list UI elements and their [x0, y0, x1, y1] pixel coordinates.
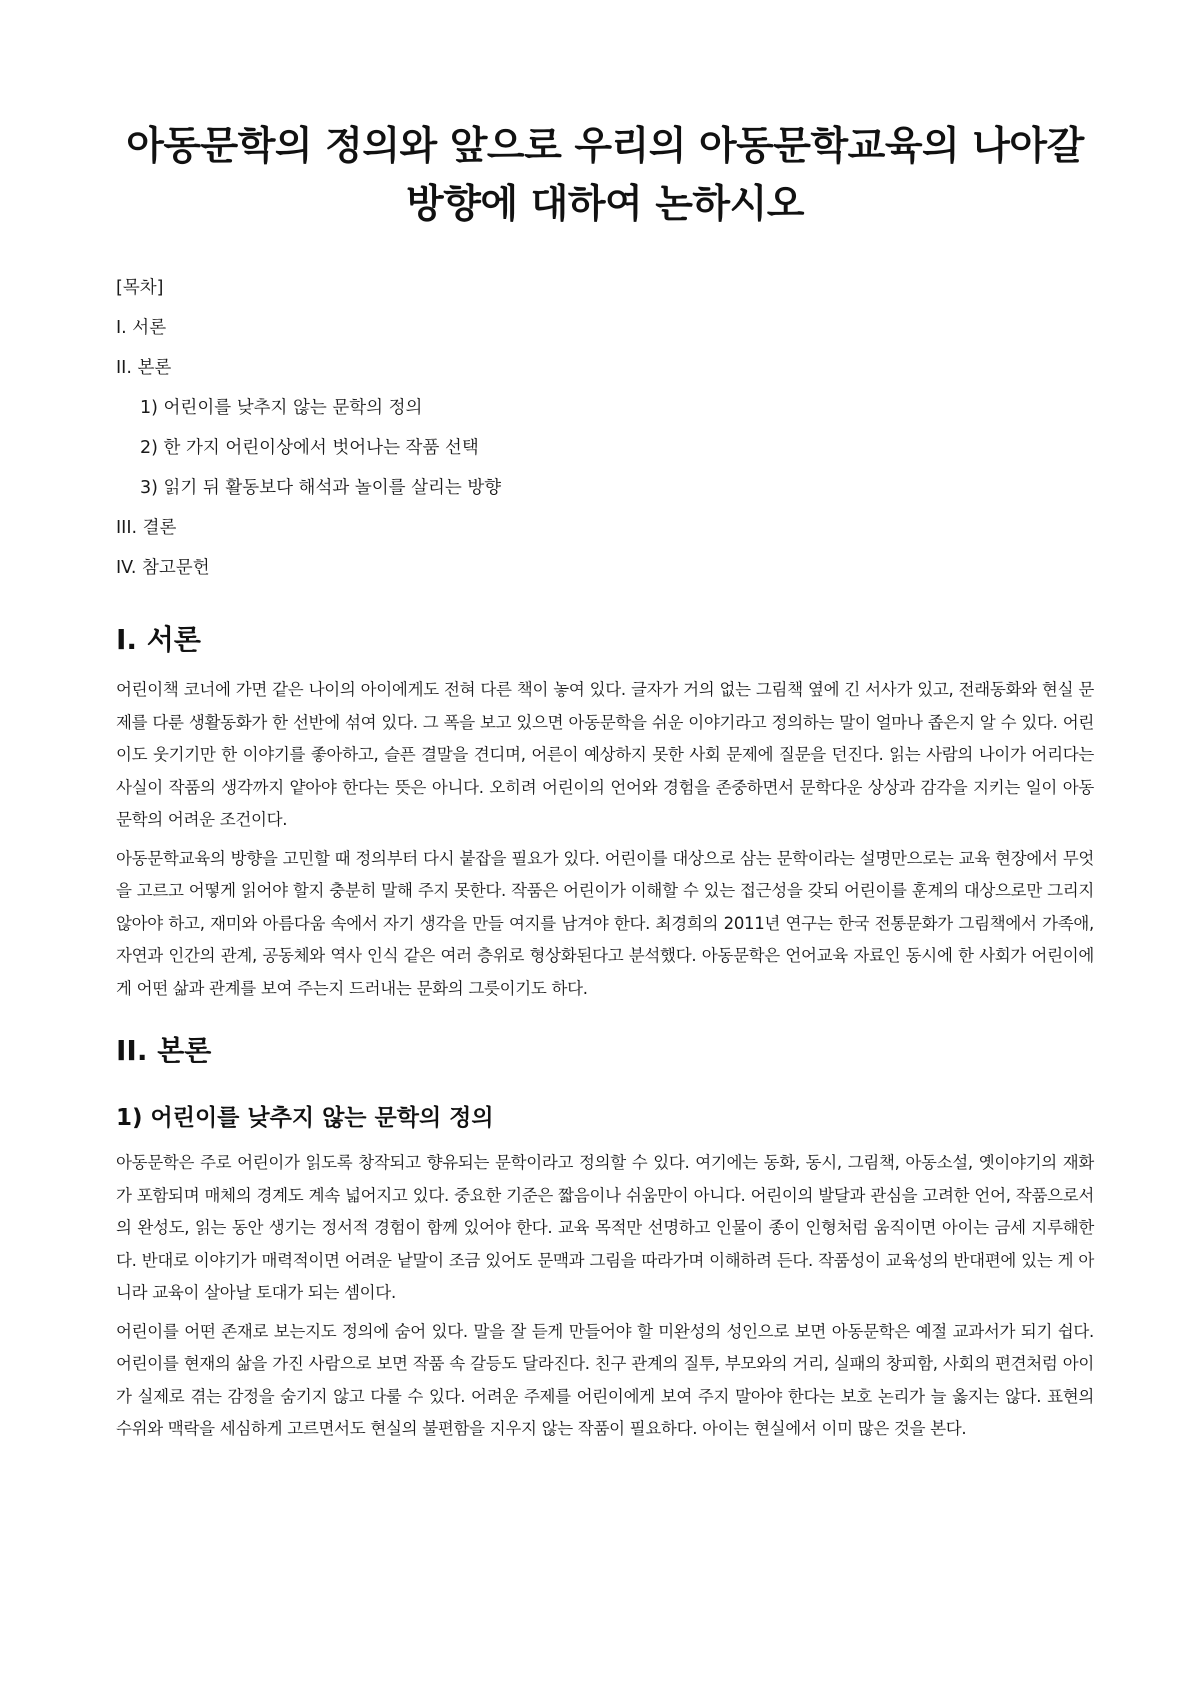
section-introduction: [116, 620, 1094, 1005]
document-title: 아동문학의 정의와 앞으로 우리의 아동문학교육의 나아갈 방향에 대하여 논하시오: [126, 124, 1084, 227]
section-body: [116, 1031, 1094, 1446]
table-of-contents: [116, 276, 1094, 580]
intro-paragraph-1: 어린이책 코너에 가면 같은 나이의 아이에게도 전혀 다른 책이 놓여 있다. 글자가 거의 없는 그림책 옆에 긴 서사가 있고, 전래동화와 현실 문제를 다룬 생활동화가 한 선반에 섞여 있다. 그 폭을 보고 있으면 아동문학을 쉬운 이야기라고 정의하는 말이 얼마나 좁은지 알 수 있다. 어린이도 웃기기만 한 이야기를 좋아하고, 슬픈 결말을 견디며, 어른이 예상하지 못한 사회 문제에 질문을 던진다. 읽는 사람의 나이가 어리다는 사실이 작품의 생각까지 얕아야 한다는 뜻은 아니다. 오히려 어린이의 언어와 경험을 존중하면서 문학다운 상상과 감각을 지키는 일이 아동문학의 어려운 조건이다.: [116, 680, 1094, 829]
section-heading-introduction: I. 서론: [116, 623, 201, 656]
body-paragraph-1: 아동문학은 주로 어린이가 읽도록 창작되고 향유되는 문학이라고 정의할 수 있다. 여기에는 동화, 동시, 그림책, 아동소설, 옛이야기의 재화가 포함되며 매체의 경계도 계속 넓어지고 있다. 중요한 기준은 짧음이나 쉬움만이 아니다. 어린이의 발달과 관심을 고려한 언어, 작품으로서의 완성도, 읽는 동안 생기는 정서적 경험이 함께 있어야 한다. 교육 목적만 선명하고 인물이 종이 인형처럼 움직이면 아이는 금세 지루해한다. 반대로 이야기가 매력적이면 어려운 낱말이 조금 있어도 문맥과 그림을 따라가며 이해하려 든다. 작품성이 교육성의 반대편에 있는 게 아니라 교육이 살아날 토대가 되는 셈이다.: [116, 1153, 1094, 1302]
section-heading-body: II. 본론: [116, 1034, 212, 1067]
intro-paragraph-2: 아동문학교육의 방향을 고민할 때 정의부터 다시 붙잡을 필요가 있다. 어린이를 대상으로 삼는 문학이라는 설명만으로는 교육 현장에서 무엇을 고르고 어떻게 읽어야 할지 충분히 말해 주지 못한다. 작품은 어린이가 이해할 수 있는 접근성을 갖되 어린이를 훈계의 대상으로만 그리지 않아야 하고, 재미와 아름다움 속에서 자기 생각을 만들 여지를 남겨야 한다. 최경희의 2011년 연구는 한국 전통문화가 그림책에서 가족애, 자연과 인간의 관계, 공동체와 역사 인식 같은 여러 층위로 형상화된다고 분석했다. 아동문학은 언어교육 자료인 동시에 한 사회가 어린이에게 어떤 삶과 관계를 보여 주는지 드러내는 문화의 그릇이기도 하다.: [116, 848, 1094, 998]
toc-item-body: II. 본론: [116, 358, 172, 378]
toc-item-conclusion: III. 결론: [116, 518, 177, 538]
toc-item-introduction: I. 서론: [116, 318, 167, 338]
toc-label: [목차]: [116, 278, 164, 298]
body-paragraph-2: 어린이를 어떤 존재로 보는지도 정의에 숨어 있다. 말을 잘 듣게 만들어야 할 미완성의 성인으로 보면 아동문학은 예절 교과서가 되기 쉽다. 어린이를 현재의 삶을 가진 사람으로 보면 작품 속 갈등도 달라진다. 친구 관계의 질투, 부모와의 거리, 실패의 창피함, 사회의 편견처럼 아이가 실제로 겪는 감정을 숨기지 않고 다룰 수 있다. 어려운 주제를 어린이에게 보여 주지 말아야 한다는 보호 논리가 늘 옳지는 않다. 표현의 수위와 맥락을 세심하게 고르면서도 현실의 불편함을 지우지 않는 작품이 필요하다. 아이는 현실에서 이미 많은 것을 본다.: [116, 1321, 1094, 1438]
toc-item-body-3: 3) 읽기 뒤 활동보다 해석과 놀이를 살리는 방향: [140, 478, 502, 498]
toc-item-body-2: 2) 한 가지 어린이상에서 벗어나는 작품 선택: [140, 438, 479, 458]
toc-item-references: IV. 참고문헌: [116, 558, 210, 578]
toc-item-body-1: 1) 어린이를 낮추지 않는 문학의 정의: [140, 398, 423, 418]
subsection-heading-1: 1) 어린이를 낮추지 않는 문학의 정의: [116, 1105, 494, 1131]
